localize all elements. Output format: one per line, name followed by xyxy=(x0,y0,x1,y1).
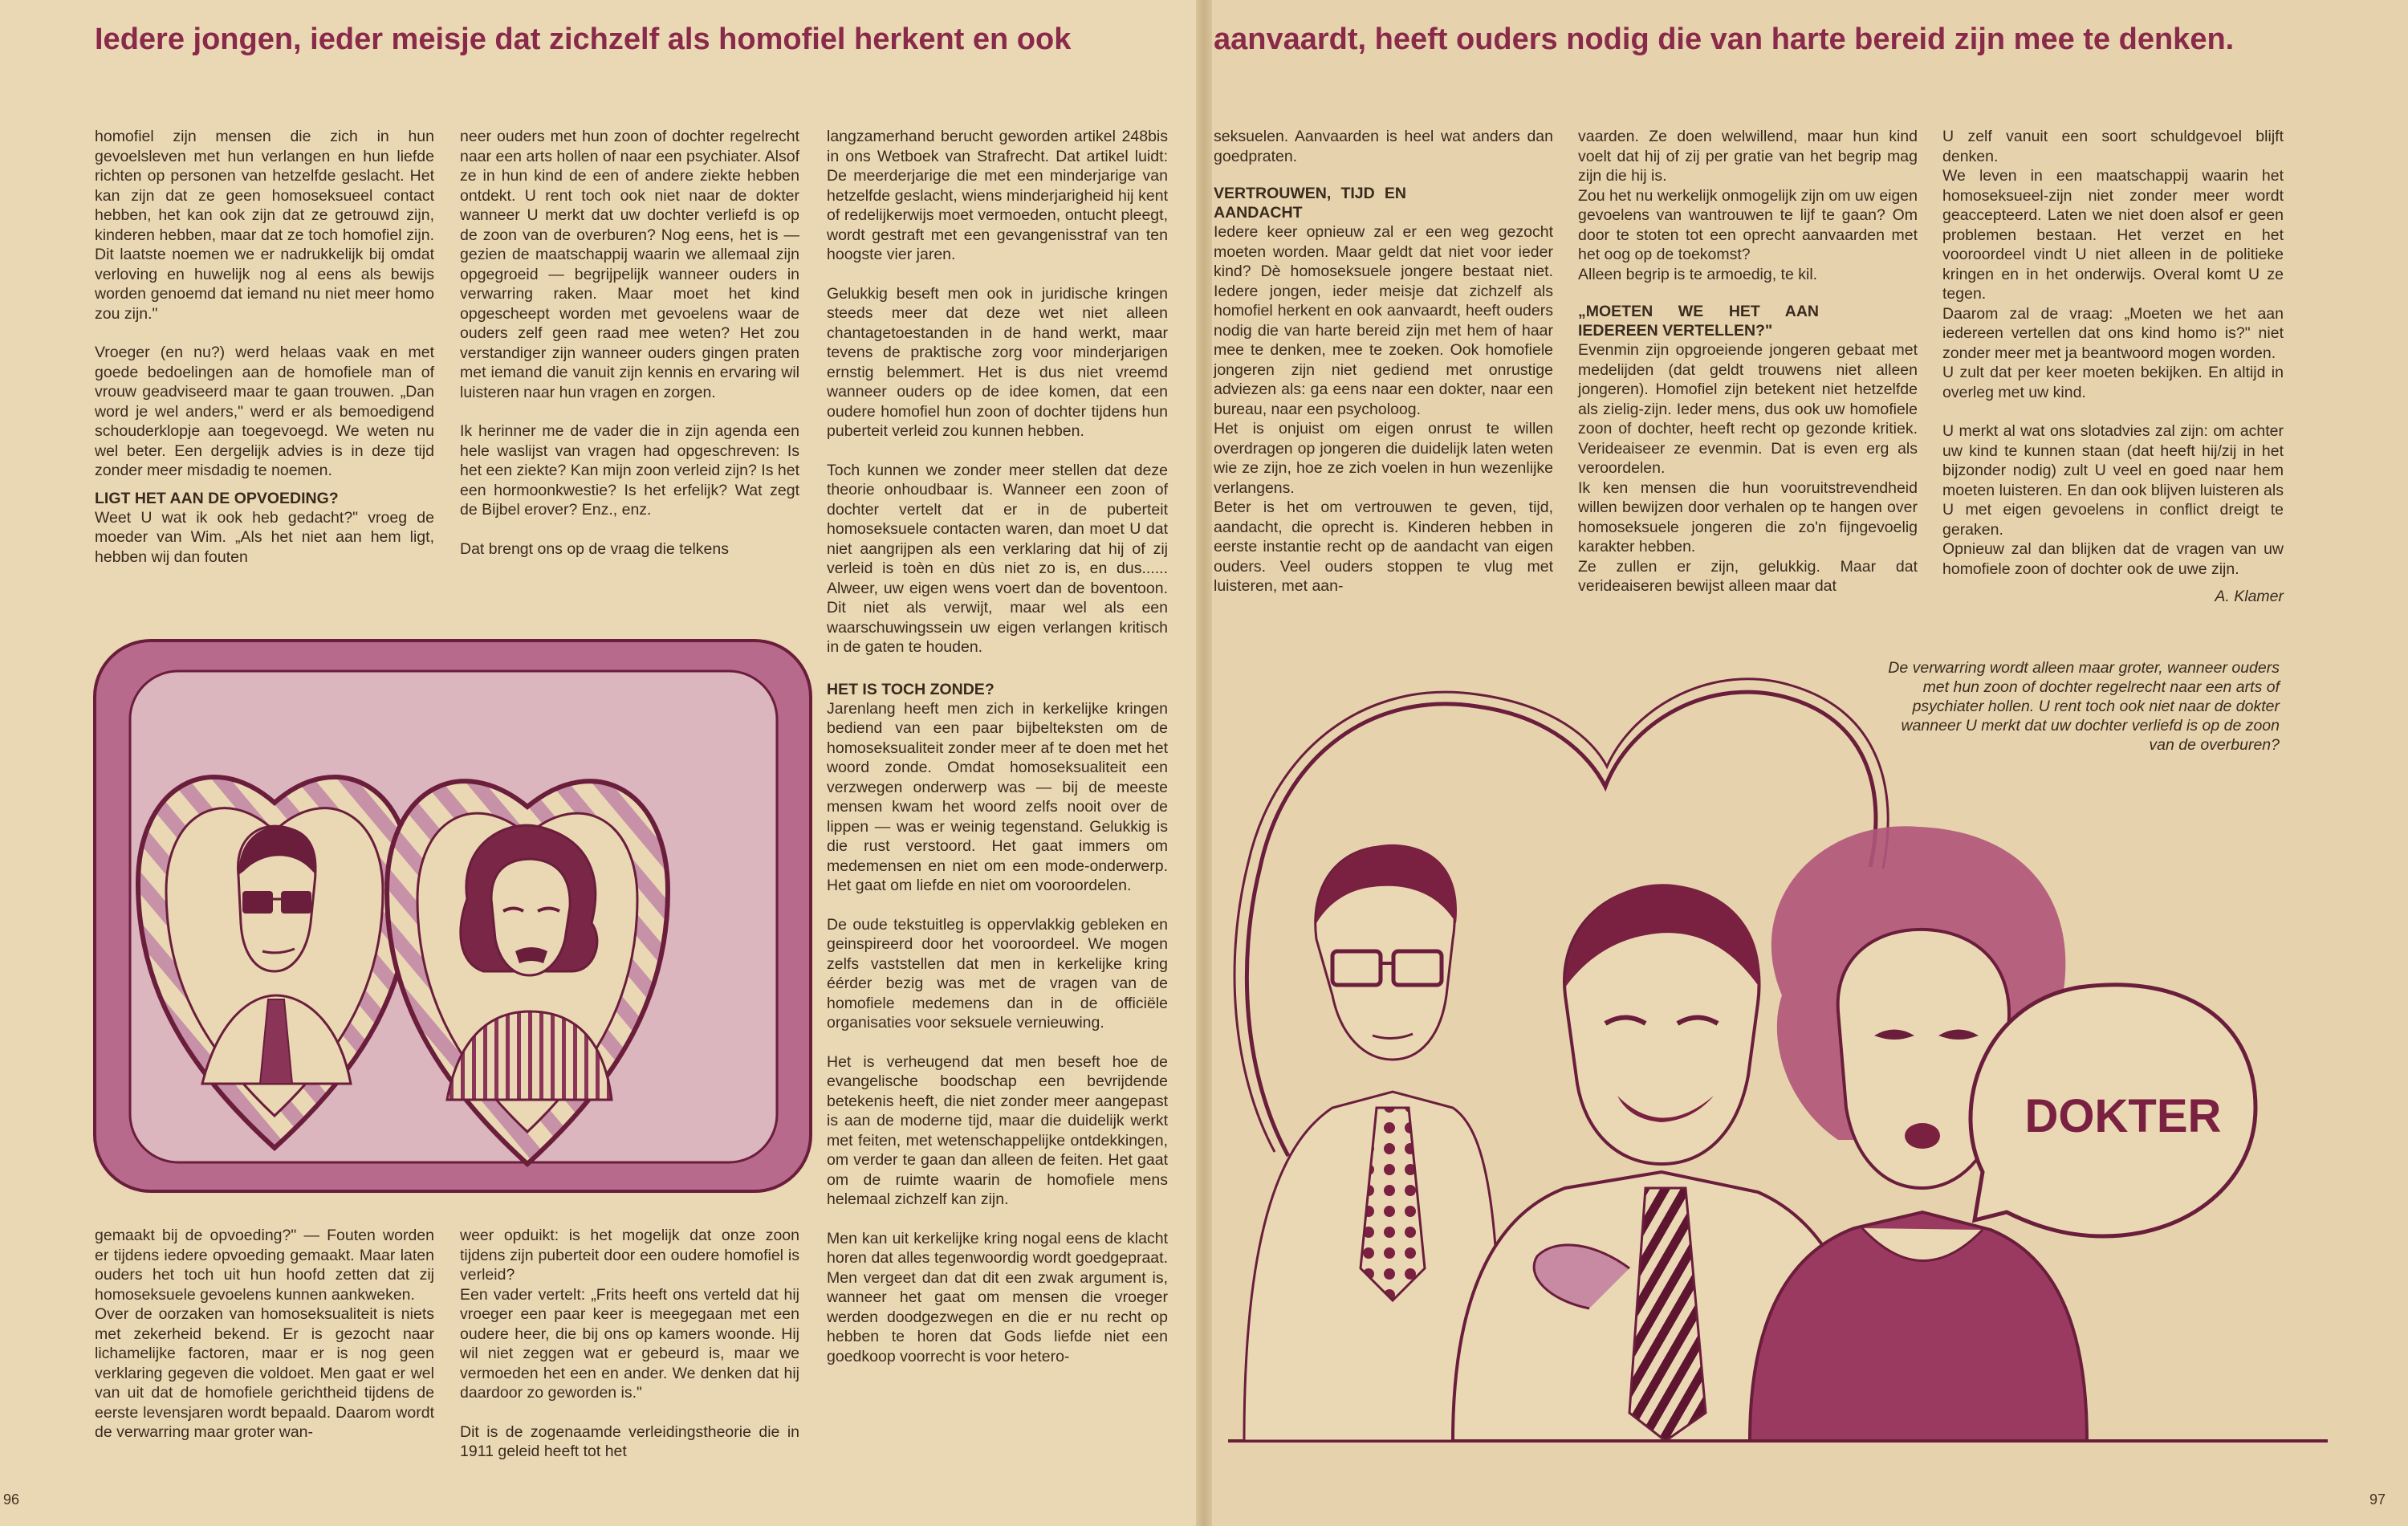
dokter-speech-bubble xyxy=(1971,985,2255,1236)
paragraph: homofiel zijn mensen die zich in hun gevoelsleven met hun verlangen en hun liefde richten op personen van hetzelfde geslacht. Het kan zijn dat ze geen homoseksueel contact hebben, het kan ook zijn dat ze getrouwd zijn, kinderen hebben, maar dat ze toch homofiel zijn. Dit laatste noemen we er nadrukkelijk bij omdat verloving en huwelijk nog al eens als bewijs worden genoemd dat iemand nu niet meer homo zou zijn." xyxy=(95,128,434,323)
paragraph: Daarom zal de vraag: „Moeten we het aan iedereen vertellen dat ons kind homo is?" niet zonder meer met ja beantwoord mogen worden. xyxy=(1942,304,2284,362)
paragraph: langzamerhand berucht geworden artikel 248bis in ons Wetboek van Strafrecht. Dat artikel luidt: De meerderjarige die met een minderjarige van hetzelfde geslacht, wiens minderjarigheid hij kent of redelijkerwijs moet vermoeden, ontucht pleegt, wordt gestraft met een gevangenisstraf van ten hoogste vier jaren. xyxy=(827,128,1168,263)
paragraph: De oude tekstuitleg is oppervlakkig gebleken en geinspireerd door het vooroordeel. We mogen zelfs vaststellen dat men in kerkelijke kring éérder bezig was met de vragen van de homofiele medemens dan in de officiële organisaties voor seksuele vernieuwing. xyxy=(827,915,1168,1032)
paragraph: U merkt al wat ons slotadvies zal zijn: om achter uw kind te kunnen staan (dat heeft hij/zij in het bijzonder nodig) zult U veel en goed naar hem moeten luisteren. En dan ook blijven luisteren als U met eigen gevoelens in conflict dreigt te geraken. xyxy=(1942,422,2284,539)
section-heading: „MOETEN WE HET AAN IEDEREEN VERTELLEN?" xyxy=(1578,303,1819,340)
page-number-left: 96 xyxy=(3,1491,20,1508)
paragraph: Over de oorzaken van homoseksualiteit is niets met zekerheid bekend. Er is gezocht naar lichamelijke factoren, maar er is nog geen verklaring gegeven die voldoet. Men gaat er wel van uit dat de homofiele gerichtheid tijdens de eerste levensjaren wordt bepaald. Daarom wordt de verwarring maar groter wan- xyxy=(95,1305,434,1441)
heart-portraits-svg xyxy=(90,634,817,1198)
column-2-bottom xyxy=(460,1226,799,1462)
column-2-top xyxy=(460,127,799,559)
paragraph: Het is onjuist om eigen onrust te willen overdragen op jongeren die duidelijk laten weten wie ze zijn, hoe ze zich voelen in hun wezenlijke verlangens. xyxy=(1214,420,1553,497)
paragraph: seksuelen. Aanvaarden is heel wat anders dan goedpraten. xyxy=(1214,128,1553,165)
column-3 xyxy=(827,127,1168,1366)
section-heading: HET IS TOCH ZONDE? xyxy=(827,680,995,698)
illustration-caption: De verwarring wordt alleen maar groter, wanneer ouders met hun zoon of dochter regelrecht naar een arts of psychiater hollen. U rent toch ook niet naar de dokter wanneer U merkt dat uw dochter verliefd is op de zoon van de overburen? xyxy=(1888,659,2280,754)
paragraph: Evenmin zijn opgroeiende jongeren gebaat met medelijden (dat geldt trouwens niet alleen jongeren). Homofiel zijn betekent niet hetzelfde als zielig-zijn. Ieder mens, dus ook uw homofiele zoon of dochter, heeft recht op gezonde kritiek. Verideaiseer ze evenmin. Dat is even erg als veroordelen. xyxy=(1578,341,1918,477)
paragraph: Iedere keer opnieuw zal er een weg gezocht moeten worden. Maar geldt dat niet voor ieder kind? Dè homoseksuele jongere bestaat niet. Iedere jongen, ieder meisje dat zichzelf als homofiel herkent en ook aanvaardt, heeft ouders nodig die van harte bereid zijn met hem of haar mee te denken, mee te zoeken. Ook homofiele jongeren zijn niet gediend met onrustige adviezen als: ga eens naar een dokter, naar een bureau, naar een psycholoog. xyxy=(1214,223,1553,418)
column-1-bottom xyxy=(95,1226,434,1443)
headline-right: aanvaardt, heeft ouders nodig die van harte bereid zijn mee te denken. xyxy=(1214,22,2235,56)
doctor-figures-svg xyxy=(1212,658,2352,1461)
author-signature: A. Klamer xyxy=(2215,588,2284,605)
paragraph: Ze zullen er zijn, gelukkig. Maar dat verideaiseren bewijst alleen maar dat xyxy=(1578,557,1918,595)
paragraph: Jarenlang heeft men zich in kerkelijke kringen bediend van een paar bijbelteksten om de homoseksualiteit zonder meer af te doen met het woord zonde. Omdat homoseksualiteit een verzwegen onderwerp was — bij de meeste mensen kwam het woord zelfs nooit over de lippen — was er weinig tegenstand. Gelukkig is die rust verstoord. Het gaat immers om medemensen en niet om een mode-onderwerp. Het gaat om liefde en niet om vooroordelen. xyxy=(827,699,1168,894)
paragraph: gemaakt bij de opvoeding?" — Fouten worden er tijdens iedere opvoeding gemaakt. Maar laten ouders het toch uit hun hoofd zetten dat zij homoseksuele gevoelens kunnen aankweken. xyxy=(95,1227,434,1304)
paragraph: Ik herinner me de vader die in zijn agenda een hele waslijst van vragen had opgeschreven: Is het een ziekte? Kan mijn zoon verleid zijn? Is het een hormoonkwestie? Is het erfelijk? Wat zegt de Bijbel erover? Enz., enz. xyxy=(460,422,799,519)
column-4 xyxy=(1214,127,1553,596)
paragraph: Alleen begrip is te armoedig, te kil. xyxy=(1578,265,1818,283)
section-heading: LIGT HET AAN DE OPVOEDING? xyxy=(95,489,339,507)
heart-portraits-illustration xyxy=(90,634,817,1198)
paragraph: Zou het nu werkelijk onmogelijk zijn om uw eigen gevoelens van wantrouwen te lijf te gaan? Om door te stoten tot een oprecht aanvaarden met het oog op de toekomst? xyxy=(1578,186,1918,263)
column-1-top xyxy=(95,127,434,567)
paragraph: Gelukkig beseft men ook in juridische kringen steeds meer dat deze wet niet alleen chantagetoestanden in de hand werkt, maar tevens de praktische zorg voor minderjarigen ernstig belemmert. Het is dus niet vreemd wanneer ouders op de idee komen, dat een oudere homofiel hun zoon of dochter tijdens hun puberteit verleid zou kunnen hebben. xyxy=(827,284,1168,440)
paragraph: U zult dat per keer moeten bekijken. En altijd in overleg met uw kind. xyxy=(1942,364,2284,401)
page-number-right: 97 xyxy=(2369,1491,2386,1508)
paragraph: weer opduikt: is het mogelijk dat onze zoon tijdens zijn puberteit door een oudere homofiel is verleid? xyxy=(460,1227,799,1284)
long-haired-man-portrait xyxy=(447,825,612,1100)
column-6 xyxy=(1942,127,2284,607)
paragraph: We leven in een maatschappij waarin het homoseksueel-zijn niet zonder meer wordt geaccepteerd. Laten we niet doen alsof er geen problemen bestaan. Het verzet en het vooroordeel vindt U niet alleen in de politieke kringen en in het onderwijs. Overal komt U ze tegen. xyxy=(1942,167,2284,303)
paragraph: Men kan uit kerkelijke kring nogal eens de klacht horen dat alles tegenwoordig wordt goedgepraat. Men vergeet dan dat dit een zwak argument is, wanneer het gaat om mensen die vroeger werden doodgezwegen en die er nu recht op hebben te horen dat Gods liefde niet een goedkoop voorrecht is voor hetero- xyxy=(827,1229,1168,1365)
paragraph: Een vader vertelt: „Frits heeft ons verteld dat hij vroeger een paar keer is meegegaan met een oudere heer, die bij ons op kamers woonde. Hij wil niet zeggen wat er gebeurd is, maar we vermoeden het een en ander. We denken dat hij daardoor zo geworden is." xyxy=(460,1285,799,1402)
paragraph: neer ouders met hun zoon of dochter regelrecht naar een arts hollen of naar een psychiater. Alsof ze in hun kind de een of andere ziekte hebben ontdekt. U rent toch ook niet naar de dokter wanneer U merkt dat uw dochter verliefd is op de zoon van de overburen? Nog eens, het is — gezien de maatschappij waarin we allemaal zijn opgegroeid — begrijpelijk wanneer ouders in verwarring raken. Maar moet het kind opgescheept worden met gevoelens waar de ouders zelf geen raad mee weten? Het zou verstandiger zijn wanneer ouders gingen praten met iemand die vanuit zijn kennis en ervaring wil luisteren naar hun vragen en zorgen. xyxy=(460,128,799,401)
paragraph: Dat brengt ons op de vraag die telkens xyxy=(460,539,729,558)
paragraph: Dit is de zogenaamde verleidingstheorie die in 1911 geleid heeft tot het xyxy=(460,1422,799,1460)
paragraph: Beter is het om vertrouwen te geven, tijd, aandacht, die oprecht is. Kinderen hebben in eerste instantie recht op de aandacht van eigen ouders. Veel ouders stoppen te vlug met luisteren, met aan- xyxy=(1214,498,1553,595)
section-heading: VERTROUWEN, TIJD EN AANDACHT xyxy=(1214,185,1406,222)
paragraph: Opnieuw zal dan blijken dat de vragen van uw homofiele zoon of dochter ook de uwe zijn. xyxy=(1942,540,2284,578)
paragraph: Ik ken mensen die hun vooruitstrevendheid willen bewijzen door verhalen op te hangen over homoseksuele jongeren die zo'n fijngevoelig karakter hebben. xyxy=(1578,478,1918,555)
paragraph: Het is verheugend dat men beseft hoe de evangelische boodschap een bevrijdende betekenis heeft, die niet zonder meer aangepast is aan de moderne tijd, maar die duidelijk werkt met feiten, met wetenschappelijke ontdekkingen, om verder te gaan dan alleen de feiten. Het gaat om de ruimte waarin de homofiele mens helemaal zichzelf kan zijn. xyxy=(827,1052,1168,1208)
paragraph: vaarden. Ze doen welwillend, maar hun kind voelt dat hij of zij per gratie van het begrip mag zijn die hij is. xyxy=(1578,128,1918,185)
paragraph: Weet U wat ik ook heb gedacht?" vroeg de moeder van Wim. „Als het niet aan hem ligt, hebben wij dan fouten xyxy=(95,508,434,566)
paragraph: U zelf vanuit een soort schuldgevoel blijft denken. xyxy=(1942,128,2284,165)
headline-left: Iedere jongen, ieder meisje dat zichzelf als homofiel herkent en ook xyxy=(95,22,1072,56)
dokter-bubble-text: DOKTER xyxy=(2024,1090,2222,1142)
doctor-figures-illustration xyxy=(1212,658,2352,1461)
paragraph: Toch kunnen we zonder meer stellen dat deze theorie onhoudbaar is. Wanneer een zoon of dochter vertelt dat er in de puberteit homoseksuele contacten waren, dan moet U dat niet aangrijpen als een verklaring dat hij of zij verleid is toèn en dùs niet zo is, en dus...... Alweer, uw eigen wens voert dan de boventoon. Dit niet als verwijt, maar wel als een waarschuwingssein uw eigen verlangen kritisch in de gaten te houden. xyxy=(827,461,1168,656)
paragraph: Vroeger (en nu?) werd helaas vaak en met goede bedoelingen aan de homofiele man of vrouw geadviseerd maar te gaan trouwen. „Dan word je wel anders," werd er als bemoedigend schouderklopje aan toegevoegd. We weten nu wel beter. Een dergelijk advies is in deze tijd zonder meer misdadig te noemen. xyxy=(95,344,434,479)
gutter xyxy=(1196,0,1212,1526)
column-5 xyxy=(1578,127,1918,596)
